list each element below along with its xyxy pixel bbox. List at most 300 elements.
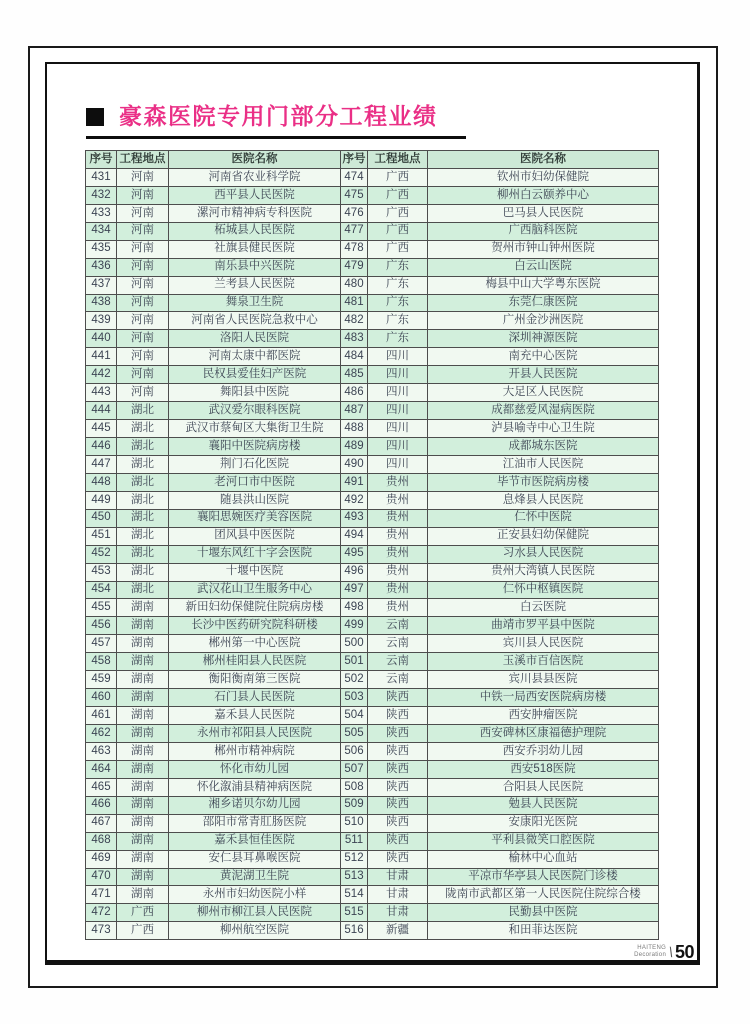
cell-hospital: 榆林中心血站	[428, 850, 659, 868]
cell-hospital: 贺州市钟山钟州医院	[428, 240, 659, 258]
cell-location: 云南	[368, 617, 428, 635]
cell-hospital: 舞阳县中医院	[169, 384, 341, 402]
table-row	[86, 204, 341, 222]
table-row	[341, 707, 659, 725]
cell-location: 河南	[117, 330, 169, 348]
cell-hospital: 正安县妇幼保健院	[428, 527, 659, 545]
cell-hospital: 广西脑科医院	[428, 222, 659, 240]
cell-location: 四川	[368, 348, 428, 366]
cell-location: 湖南	[117, 689, 169, 707]
cell-hospital: 衡阳衡南第三医院	[169, 671, 341, 689]
table-row	[341, 617, 659, 635]
table-row	[341, 222, 659, 240]
table-row	[341, 420, 659, 438]
cell-location: 湖北	[117, 473, 169, 491]
cell-hospital: 宾川县县医院	[428, 671, 659, 689]
table-row	[341, 563, 659, 581]
cell-location: 广东	[368, 294, 428, 312]
cell-location: 广东	[368, 330, 428, 348]
title-square-bullet-icon	[86, 108, 104, 126]
cell-location: 云南	[368, 671, 428, 689]
cell-seq: 444	[86, 402, 117, 420]
cell-seq: 476	[341, 204, 368, 222]
cell-hospital: 永州市妇幼医院小样	[169, 886, 341, 904]
cell-hospital: 河南省人民医院急救中心	[169, 312, 341, 330]
cell-hospital: 南充中心医院	[428, 348, 659, 366]
cell-seq: 464	[86, 760, 117, 778]
cell-seq: 458	[86, 653, 117, 671]
cell-seq: 486	[341, 384, 368, 402]
projects-table-right	[340, 150, 659, 940]
cell-hospital: 老河口市中医院	[169, 473, 341, 491]
cell-hospital: 十堰中医院	[169, 563, 341, 581]
cell-hospital: 怀化市幼儿园	[169, 760, 341, 778]
cell-location: 湖南	[117, 653, 169, 671]
cell-seq: 433	[86, 204, 117, 222]
cell-seq: 490	[341, 455, 368, 473]
cell-location: 湖南	[117, 742, 169, 760]
cell-location: 广东	[368, 276, 428, 294]
cell-location: 陕西	[368, 850, 428, 868]
cell-hospital: 平利县微笑口腔医院	[428, 832, 659, 850]
cell-seq: 505	[341, 725, 368, 743]
cell-location: 云南	[368, 635, 428, 653]
table-row	[86, 599, 341, 617]
cell-hospital: 仁怀中枢镇医院	[428, 581, 659, 599]
header-seq: 序号	[341, 151, 368, 169]
cell-seq: 497	[341, 581, 368, 599]
table-row	[341, 527, 659, 545]
cell-location: 广东	[368, 312, 428, 330]
table-row	[86, 527, 341, 545]
cell-hospital: 十堰东风红十字会医院	[169, 545, 341, 563]
table-row	[86, 438, 341, 456]
header-location: 工程地点	[368, 151, 428, 169]
table-row	[86, 850, 341, 868]
cell-seq: 457	[86, 635, 117, 653]
table-row	[86, 222, 341, 240]
cell-location: 四川	[368, 438, 428, 456]
projects-table-left	[85, 150, 341, 940]
table-row	[86, 581, 341, 599]
table-row	[86, 689, 341, 707]
table-row	[86, 455, 341, 473]
cell-location: 四川	[368, 384, 428, 402]
table-row	[341, 509, 659, 527]
table-row	[341, 922, 659, 940]
table-row	[341, 240, 659, 258]
table-row	[86, 832, 341, 850]
cell-location: 广西	[117, 904, 169, 922]
cell-location: 陕西	[368, 778, 428, 796]
cell-location: 四川	[368, 366, 428, 384]
cell-hospital: 勉县人民医院	[428, 796, 659, 814]
cell-hospital: 荆门石化医院	[169, 455, 341, 473]
table-row	[86, 348, 341, 366]
cell-seq: 461	[86, 707, 117, 725]
table-row	[86, 617, 341, 635]
cell-hospital: 武汉市蔡甸区大集街卫生院	[169, 420, 341, 438]
cell-seq: 492	[341, 491, 368, 509]
cell-seq: 472	[86, 904, 117, 922]
table-row	[341, 778, 659, 796]
table-row	[86, 778, 341, 796]
cell-location: 河南	[117, 366, 169, 384]
table-row	[86, 742, 341, 760]
cell-seq: 473	[86, 922, 117, 940]
cell-location: 云南	[368, 653, 428, 671]
table-row	[86, 707, 341, 725]
cell-seq: 495	[341, 545, 368, 563]
table-row	[341, 186, 659, 204]
cell-seq: 510	[341, 814, 368, 832]
cell-seq: 509	[341, 796, 368, 814]
cell-seq: 462	[86, 725, 117, 743]
cell-hospital: 钦州市妇幼保健院	[428, 168, 659, 186]
cell-seq: 512	[341, 850, 368, 868]
table-row	[341, 276, 659, 294]
cell-hospital: 合阳县人民医院	[428, 778, 659, 796]
table-row	[341, 850, 659, 868]
table-row	[86, 509, 341, 527]
table-row	[341, 455, 659, 473]
cell-location: 河南	[117, 312, 169, 330]
table-row	[86, 653, 341, 671]
cell-location: 陕西	[368, 760, 428, 778]
cell-location: 湖北	[117, 581, 169, 599]
cell-location: 新疆	[368, 922, 428, 940]
cell-seq: 470	[86, 868, 117, 886]
cell-hospital: 中铁一局西安医院病房楼	[428, 689, 659, 707]
cell-seq: 498	[341, 599, 368, 617]
table-row	[341, 868, 659, 886]
cell-seq: 475	[341, 186, 368, 204]
cell-seq: 438	[86, 294, 117, 312]
cell-seq: 441	[86, 348, 117, 366]
cell-hospital: 安仁县耳鼻喉医院	[169, 850, 341, 868]
table-header-row	[86, 151, 341, 169]
cell-location: 河南	[117, 204, 169, 222]
table-row	[86, 402, 341, 420]
cell-seq: 500	[341, 635, 368, 653]
cell-seq: 494	[341, 527, 368, 545]
cell-location: 河南	[117, 384, 169, 402]
cell-location: 河南	[117, 258, 169, 276]
table-row	[341, 258, 659, 276]
cell-hospital: 社旗县健民医院	[169, 240, 341, 258]
cell-location: 甘肃	[368, 886, 428, 904]
cell-hospital: 西安518医院	[428, 760, 659, 778]
cell-hospital: 西安乔羽幼儿园	[428, 742, 659, 760]
cell-seq: 511	[341, 832, 368, 850]
cell-location: 湖南	[117, 760, 169, 778]
cell-hospital: 柳州航空医院	[169, 922, 341, 940]
cell-seq: 437	[86, 276, 117, 294]
cell-seq: 503	[341, 689, 368, 707]
cell-hospital: 泸县喻寺中心卫生院	[428, 420, 659, 438]
cell-location: 湖南	[117, 886, 169, 904]
cell-hospital: 宾川县人民医院	[428, 635, 659, 653]
cell-seq: 513	[341, 868, 368, 886]
cell-location: 河南	[117, 294, 169, 312]
cell-hospital: 南乐县中兴医院	[169, 258, 341, 276]
cell-hospital: 嘉禾县人民医院	[169, 707, 341, 725]
cell-location: 贵州	[368, 581, 428, 599]
cell-location: 湖南	[117, 796, 169, 814]
table-row	[341, 312, 659, 330]
table-row	[341, 473, 659, 491]
table-row	[86, 796, 341, 814]
cell-location: 广西	[368, 204, 428, 222]
table-row	[341, 294, 659, 312]
table-row	[341, 814, 659, 832]
cell-seq: 504	[341, 707, 368, 725]
cell-hospital: 开县人民医院	[428, 366, 659, 384]
cell-seq: 514	[341, 886, 368, 904]
cell-location: 河南	[117, 222, 169, 240]
cell-hospital: 河南太康中都医院	[169, 348, 341, 366]
cell-seq: 484	[341, 348, 368, 366]
cell-seq: 455	[86, 599, 117, 617]
cell-seq: 436	[86, 258, 117, 276]
cell-location: 湖北	[117, 420, 169, 438]
cell-location: 湖南	[117, 617, 169, 635]
cell-hospital: 石门县人民医院	[169, 689, 341, 707]
cell-seq: 449	[86, 491, 117, 509]
table-row	[341, 366, 659, 384]
cell-location: 陕西	[368, 725, 428, 743]
brand-slash-icon: \	[667, 943, 675, 961]
table-row	[341, 545, 659, 563]
cell-hospital: 西安肿瘤医院	[428, 707, 659, 725]
page-number: 50	[674, 941, 694, 962]
cell-hospital: 舞泉卫生院	[169, 294, 341, 312]
table-row	[86, 814, 341, 832]
cell-hospital: 西安碑林区康福德护理院	[428, 725, 659, 743]
cell-seq: 471	[86, 886, 117, 904]
cell-hospital: 新田妇幼保健院住院病房楼	[169, 599, 341, 617]
cell-seq: 468	[86, 832, 117, 850]
cell-location: 湖北	[117, 563, 169, 581]
cell-location: 湖南	[117, 850, 169, 868]
cell-location: 湖南	[117, 599, 169, 617]
cell-hospital: 东莞仁康医院	[428, 294, 659, 312]
cell-location: 四川	[368, 420, 428, 438]
cell-seq: 507	[341, 760, 368, 778]
cell-seq: 478	[341, 240, 368, 258]
cell-seq: 491	[341, 473, 368, 491]
page-title: 豪森医院专用门部分工程业绩	[119, 103, 438, 129]
cell-location: 贵州	[368, 527, 428, 545]
cell-seq: 431	[86, 168, 117, 186]
cell-hospital: 襄阳中医院病房楼	[169, 438, 341, 456]
cell-seq: 445	[86, 420, 117, 438]
cell-location: 贵州	[368, 509, 428, 527]
cell-location: 湖南	[117, 832, 169, 850]
table-row	[341, 886, 659, 904]
cell-seq: 499	[341, 617, 368, 635]
table-row	[86, 294, 341, 312]
cell-seq: 506	[341, 742, 368, 760]
table-row	[341, 653, 659, 671]
table-row	[86, 904, 341, 922]
cell-hospital: 毕节市医院病房楼	[428, 473, 659, 491]
table-row	[341, 438, 659, 456]
cell-seq: 432	[86, 186, 117, 204]
cell-location: 陕西	[368, 707, 428, 725]
cell-location: 广西	[368, 240, 428, 258]
table-row	[341, 384, 659, 402]
cell-seq: 439	[86, 312, 117, 330]
cell-seq: 483	[341, 330, 368, 348]
cell-hospital: 玉溪市百信医院	[428, 653, 659, 671]
cell-location: 贵州	[368, 599, 428, 617]
cell-seq: 488	[341, 420, 368, 438]
cell-location: 河南	[117, 276, 169, 294]
cell-location: 甘肃	[368, 868, 428, 886]
table-row	[341, 599, 659, 617]
cell-location: 四川	[368, 455, 428, 473]
cell-hospital: 广州金沙洲医院	[428, 312, 659, 330]
cell-location: 湖南	[117, 778, 169, 796]
table-row	[341, 330, 659, 348]
table-row	[341, 635, 659, 653]
cell-seq: 448	[86, 473, 117, 491]
cell-seq: 469	[86, 850, 117, 868]
table-row	[86, 886, 341, 904]
brand-line1: HAITENG	[637, 945, 667, 952]
cell-seq: 459	[86, 671, 117, 689]
cell-seq: 454	[86, 581, 117, 599]
table-row	[341, 204, 659, 222]
cell-seq: 515	[341, 904, 368, 922]
table-row	[341, 796, 659, 814]
table-row	[341, 168, 659, 186]
cell-hospital: 梅县中山大学粤东医院	[428, 276, 659, 294]
cell-hospital: 成都慈爱风湿病医院	[428, 402, 659, 420]
page-footer	[598, 940, 694, 964]
cell-seq: 482	[341, 312, 368, 330]
cell-hospital: 大足区人民医院	[428, 384, 659, 402]
cell-seq: 443	[86, 384, 117, 402]
cell-hospital: 西平县人民医院	[169, 186, 341, 204]
cell-hospital: 仁怀中医院	[428, 509, 659, 527]
cell-location: 湖北	[117, 491, 169, 509]
cell-hospital: 漯河市精神病专科医院	[169, 204, 341, 222]
table-row	[86, 671, 341, 689]
cell-location: 湖北	[117, 455, 169, 473]
table-row	[86, 330, 341, 348]
cell-location: 陕西	[368, 689, 428, 707]
cell-hospital: 邵阳市常青肛肠医院	[169, 814, 341, 832]
cell-seq: 485	[341, 366, 368, 384]
cell-seq: 467	[86, 814, 117, 832]
cell-location: 贵州	[368, 545, 428, 563]
table-header-row	[341, 151, 659, 169]
cell-location: 广西	[368, 186, 428, 204]
cell-location: 湖南	[117, 725, 169, 743]
cell-hospital: 兰考县人民医院	[169, 276, 341, 294]
cell-location: 河南	[117, 240, 169, 258]
table-row	[86, 276, 341, 294]
cell-hospital: 河南省农业科学院	[169, 168, 341, 186]
cell-seq: 493	[341, 509, 368, 527]
cell-location: 湖北	[117, 545, 169, 563]
cell-seq: 465	[86, 778, 117, 796]
table-row	[86, 760, 341, 778]
cell-location: 湖北	[117, 402, 169, 420]
cell-location: 湖南	[117, 635, 169, 653]
cell-hospital: 陇南市武都区第一人民医院住院综合楼	[428, 886, 659, 904]
header-location: 工程地点	[117, 151, 169, 169]
brand-line2: Decoration	[634, 952, 667, 958]
cell-location: 贵州	[368, 473, 428, 491]
cell-location: 广西	[117, 922, 169, 940]
table-row	[86, 635, 341, 653]
cell-seq: 487	[341, 402, 368, 420]
cell-hospital: 贵州大湾镇人民医院	[428, 563, 659, 581]
cell-hospital: 襄阳思婉医疗美容医院	[169, 509, 341, 527]
table-row	[341, 491, 659, 509]
cell-location: 甘肃	[368, 904, 428, 922]
table-row	[86, 258, 341, 276]
cell-seq: 489	[341, 438, 368, 456]
table-row	[341, 581, 659, 599]
cell-location: 陕西	[368, 796, 428, 814]
cell-hospital: 永州市祁阳县人民医院	[169, 725, 341, 743]
cell-location: 广西	[368, 222, 428, 240]
cell-seq: 452	[86, 545, 117, 563]
cell-hospital: 民权县爱佳妇产医院	[169, 366, 341, 384]
table-row	[341, 832, 659, 850]
cell-location: 广东	[368, 258, 428, 276]
cell-hospital: 成都城东医院	[428, 438, 659, 456]
table-row	[86, 420, 341, 438]
cell-location: 湖南	[117, 671, 169, 689]
cell-seq: 434	[86, 222, 117, 240]
cell-location: 贵州	[368, 563, 428, 581]
cell-location: 湖南	[117, 868, 169, 886]
cell-location: 河南	[117, 168, 169, 186]
table-row	[341, 348, 659, 366]
table-row	[86, 491, 341, 509]
cell-hospital: 武汉花山卫生服务中心	[169, 581, 341, 599]
cell-seq: 474	[341, 168, 368, 186]
table-row	[341, 725, 659, 743]
cell-seq: 516	[341, 922, 368, 940]
cell-hospital: 长沙中医药研究院科研楼	[169, 617, 341, 635]
cell-seq: 456	[86, 617, 117, 635]
cell-hospital: 嘉禾县恒佳医院	[169, 832, 341, 850]
table-row	[86, 922, 341, 940]
table-row	[86, 545, 341, 563]
table-row	[341, 742, 659, 760]
cell-hospital: 深圳神源医院	[428, 330, 659, 348]
cell-hospital: 郴州第一中心医院	[169, 635, 341, 653]
table-row	[86, 240, 341, 258]
cell-location: 湖南	[117, 707, 169, 725]
table-row	[86, 384, 341, 402]
table-row	[341, 689, 659, 707]
table-row	[86, 473, 341, 491]
cell-seq: 502	[341, 671, 368, 689]
cell-seq: 508	[341, 778, 368, 796]
cell-seq: 442	[86, 366, 117, 384]
cell-hospital: 郴州市精神病院	[169, 742, 341, 760]
cell-hospital: 曲靖市罗平县中医院	[428, 617, 659, 635]
cell-location: 河南	[117, 186, 169, 204]
cell-seq: 435	[86, 240, 117, 258]
